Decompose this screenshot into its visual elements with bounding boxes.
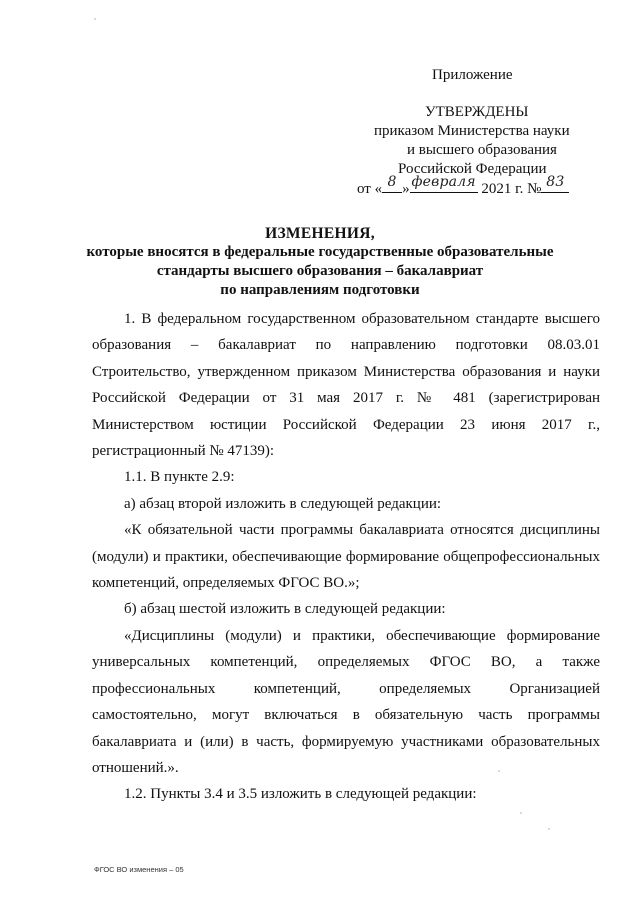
paragraph-1-2: 1.2. Пункты 3.4 и 3.5 изложить в следующей редакции: xyxy=(124,786,477,803)
order-date-line xyxy=(357,176,569,199)
order-line-2: и высшего образования xyxy=(407,142,557,158)
paragraph-1: 1. В федеральном государственном образовательном стандарте высшего образования – бакалавриат по направлению подготовки 08.03.01 Строительство, утвержденном приказом Министерства образования и науки Российской Федерации от 31 мая 2017 г. № 481 (зарегистрирован Министерством юстиции Российской Федерации 23 июня 2017 г., регистрационный № 47139): xyxy=(92,311,600,460)
order-line-1: приказом Министерства науки xyxy=(374,123,570,139)
order-line-3: Российской Федерации xyxy=(398,161,547,177)
paragraph-b: б) абзац шестой изложить в следующей редакции: xyxy=(124,601,446,618)
scan-speck xyxy=(94,18,96,20)
title-line-3: по направлениям подготовки xyxy=(220,282,420,298)
date-year-text: 2021 г. № xyxy=(481,181,542,197)
footer-label: ФГОС ВО изменения – 05 xyxy=(94,865,184,874)
order-number-field xyxy=(541,176,569,193)
date-prefix: от « xyxy=(357,181,383,197)
paragraph-quote-2: «Дисциплины (модули) и практики, обеспечивающие формирование универсальных компетенций, определяемых ФГОС ВО, а также профессиональных компетенций, определяемых Организацией самостоятельно, могут включаться в обязательную часть программы бакалавриата и (или) в часть, формируемую участниками образовательных отношений.». xyxy=(92,627,600,776)
date-day-field xyxy=(382,176,402,193)
document-title xyxy=(80,224,560,300)
date-mid: » xyxy=(402,181,410,197)
order-number-handwritten: 83 xyxy=(546,174,565,190)
scan-speck xyxy=(548,828,550,830)
paragraph-1-1: 1.1. В пункте 2.9: xyxy=(124,469,235,486)
paragraph-quote-1: «К обязательной части программы бакалавриата относятся дисциплины (модули) и практики, обеспечивающие формирование общепрофессиональных компетенций, определяемых ФГОС ВО.»; xyxy=(92,522,600,592)
document-body xyxy=(92,306,600,808)
title-line-1: которые вносятся в федеральные государственные образовательные xyxy=(86,244,554,260)
appendix-label: Приложение xyxy=(432,67,513,83)
scan-speck xyxy=(498,770,500,772)
paragraph-a: а) абзац второй изложить в следующей редакции: xyxy=(124,495,442,512)
date-day-handwritten: 8 xyxy=(387,174,397,190)
scan-speck xyxy=(520,812,522,814)
title-main: ИЗМЕНЕНИЯ, xyxy=(265,225,375,242)
date-month-field xyxy=(410,176,478,193)
approved-label: УТВЕРЖДЕНЫ xyxy=(425,104,529,120)
title-line-2: стандарты высшего образования – бакалавриат xyxy=(156,263,484,279)
date-month-handwritten: февраля xyxy=(411,174,476,190)
